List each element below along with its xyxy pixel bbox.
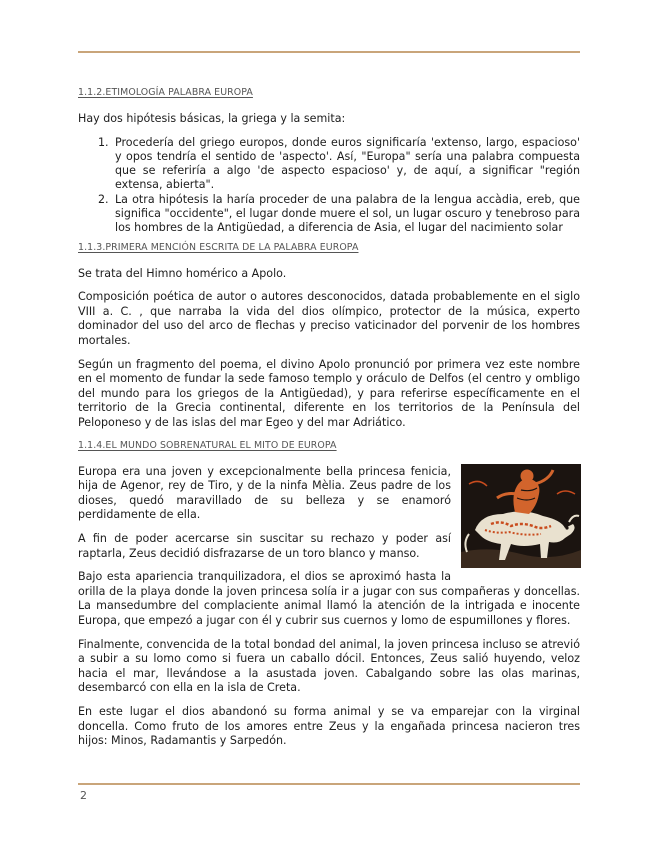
paragraph: Europa era una joven y excepcionalmente bella princesa fenicia, hija de Agenor, rey de Tiro, y de la ninfa Mèlia. Zeus padre de los dioses, quedó maravillado de su belleza y se enamoró perdidamente de ella.	[78, 464, 451, 522]
section-heading-etimologia[interactable]: 1.1.2.ETIMOLOGÍA PALABRA EUROPA	[78, 87, 253, 98]
list-item	[78, 136, 580, 193]
paragraph: En este lugar el dios abandonó su forma animal y se va emparejar con la virginal doncella. Como fruto de los amores entre Zeus y la engañada princesa nacieron tres hijos: Minos, Radamantis y Sarpedón.	[78, 704, 580, 748]
list-item-text: La otra hipótesis la haría proceder de una palabra de la lengua accàdia, ereb, que significa "occidente", el lugar donde muere el sol, un lugar oscuro y tenebroso para los hombres de la Antigüedad, a diferencia de Asia, el lugar del nacimiento solar	[115, 192, 580, 235]
paragraph: Finalmente, convencida de la total bondad del animal, la joven princesa incluso se atrevió a subir a su lomo como si fuera un caballo dócil. Entonces, Zeus salió huyendo, veloz hacia el mar, llevándose a la asustada joven. Cabalgando sobre las olas marinas, desembarcó con ella en la isla de Creta.	[78, 637, 580, 695]
europa-bull-vase-image	[461, 464, 581, 568]
document-body	[78, 87, 580, 758]
header-rule	[78, 51, 580, 53]
page-number: 2	[80, 789, 87, 802]
europa-bull-vase-icon	[461, 464, 581, 568]
paragraph: Según un fragmento del poema, el divino Apolo pronunció por primera vez este nombre en el momento de fundar la sede famoso templo y oráculo de Delfos (el centro y ombligo del mundo para los griegos de la Antigüedad), y para referirse específicamente en el territorio de la Grecia continental, diferente en los territorios de la Península del Peloponeso y de las islas del mar Egeo y del mar Adriático.	[78, 357, 580, 430]
paragraph: Se trata del Himno homérico a Apolo.	[78, 266, 287, 280]
paragraph: Bajo esta apariencia tranquilizadora, el dios se aproximó hasta la orilla de la playa donde la joven princesa solía ir a jugar con sus compañeras y doncellas. La mansedumbre del complaciente animal llamó la atención de la intrigada e inocente Europa, que empezó a jugar con él y cubrir sus cuernos y lomo de espumillones y flores.	[78, 570, 580, 627]
list-item	[78, 193, 580, 236]
section-heading-primera-mencion[interactable]: 1.1.3.PRIMERA MENCIÓN ESCRITA DE LA PALABRA EUROPA	[78, 241, 359, 253]
paragraph: A fin de poder acercarse sin suscitar su rechazo y poder así raptarla, Zeus decidió disfrazarse de un toro blanco y manso.	[78, 531, 451, 560]
hypothesis-list	[78, 136, 580, 236]
list-number: 1.	[98, 135, 109, 149]
paragraph: Hay dos hipótesis básicas, la griega y la semita:	[78, 112, 346, 125]
paragraph: Composición poética de autor o autores desconocidos, datada probablemente en el siglo VIII a. C. , que narraba la vida del dios olímpico, protector de la música, experto dominador del uso del arco de flechas y preciso vaticinador del porvenir de los hombres mortales.	[78, 290, 580, 348]
section-heading-mito-europa[interactable]: 1.1.4.EL MUNDO SOBRENATURAL EL MITO DE EUROPA	[78, 439, 337, 451]
list-item-text: Procedería del griego europos, donde euros significaría 'extenso, largo, espacioso' y opos tendría el sentido de 'aspecto'. Así, "Europa" sería una palabra compuesta que se referiría a algo 'de aspecto espacioso' y, de aquí, a significar "región extensa, abierta".	[115, 135, 580, 192]
footer-rule	[78, 783, 580, 785]
list-number: 2.	[98, 192, 109, 206]
